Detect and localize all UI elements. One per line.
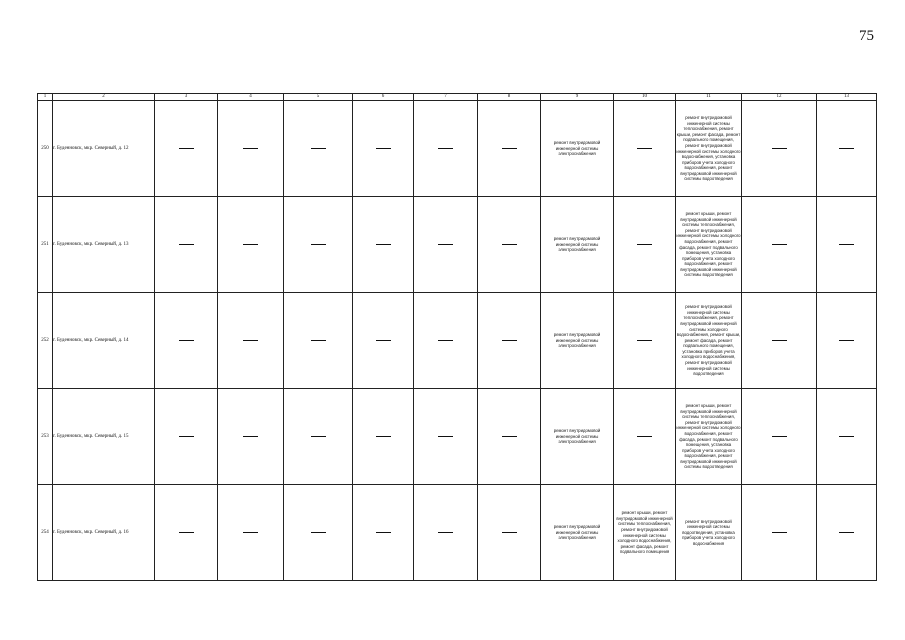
cell-col-12 [742, 197, 817, 293]
cell-col-5 [284, 101, 353, 197]
cell-col-6 [353, 197, 414, 293]
address-cell: г. Буденновск, мкр. Северный, д. 12 [53, 101, 155, 197]
table-row [38, 293, 877, 389]
cell-col-3 [155, 197, 218, 293]
dash-mark [772, 148, 787, 149]
dash-mark [502, 532, 517, 533]
column-header: 2 [53, 94, 155, 101]
column-header: 11 [676, 94, 742, 101]
column-header: 7 [414, 94, 478, 101]
cell-col-9: ремонт внутридомовой инженерной системы электроснабжения [541, 389, 614, 485]
dash-mark [243, 244, 258, 245]
cell-col-8 [478, 101, 541, 197]
dash-mark [502, 244, 517, 245]
column-header: 10 [614, 94, 676, 101]
cell-col-8 [478, 389, 541, 485]
cell-col-13 [817, 485, 877, 581]
address-cell: г. Буденновск, мкр. Северный, д. 13 [53, 197, 155, 293]
cell-col-7 [414, 389, 478, 485]
cell-col-4 [218, 485, 284, 581]
row-number: 253 [38, 389, 53, 485]
row-number: 251 [38, 197, 53, 293]
cell-col-12 [742, 101, 817, 197]
dash-mark [179, 436, 194, 437]
cell-col-5 [284, 485, 353, 581]
dash-mark [502, 340, 517, 341]
dash-mark [438, 148, 453, 149]
dash-mark [438, 340, 453, 341]
dash-mark [637, 148, 652, 149]
dash-mark [243, 148, 258, 149]
cell-col-10 [614, 101, 676, 197]
dash-mark [376, 436, 391, 437]
dash-mark [438, 532, 453, 533]
dash-mark [243, 436, 258, 437]
dash-mark [243, 340, 258, 341]
table-row [38, 389, 877, 485]
cell-col-10 [614, 197, 676, 293]
column-header: 9 [541, 94, 614, 101]
cell-col-8 [478, 293, 541, 389]
dash-mark [839, 436, 854, 437]
cell-col-4 [218, 101, 284, 197]
cell-col-8 [478, 485, 541, 581]
dash-mark [243, 532, 258, 533]
cell-col-5 [284, 293, 353, 389]
cell-col-9: ремонт внутридомовой инженерной системы электроснабжения [541, 101, 614, 197]
cell-col-6 [353, 389, 414, 485]
dash-mark [839, 532, 854, 533]
dash-mark [311, 532, 326, 533]
page-number: 75 [859, 28, 874, 44]
dash-mark [311, 148, 326, 149]
dash-mark [637, 436, 652, 437]
column-header: 3 [155, 94, 218, 101]
row-number: 250 [38, 101, 53, 197]
cell-col-10 [614, 293, 676, 389]
cell-col-9: ремонт внутридомовой инженерной системы электроснабжения [541, 293, 614, 389]
cell-col-6 [353, 101, 414, 197]
cell-col-10: ремонт крыши, ремонт внутридомовой инженерной системы теплоснабжения, ремонт внутридомовой инженерной системы холодного водоснабжения, ремонт фасада, ремонт подвального помещения [614, 485, 676, 581]
column-header: 12 [742, 94, 817, 101]
address-cell: г. Буденновск, мкр. Северный, д. 14 [53, 293, 155, 389]
cell-col-7 [414, 485, 478, 581]
cell-col-3 [155, 389, 218, 485]
cell-col-7 [414, 293, 478, 389]
dash-mark [438, 244, 453, 245]
cell-col-10 [614, 389, 676, 485]
column-header: 13 [817, 94, 877, 101]
cell-col-5 [284, 389, 353, 485]
cell-col-11: ремонт крыши, ремонт внутридомовой инженерной системы теплоснабжения, ремонт внутридомовой инженерной системы холодного водоснабжения, ремонт фасада, ремонт подвального помещения, установка приборов учета холодного водоснабжения, ремонт внутридомовой инженерной системы водоотведения [676, 197, 742, 293]
dash-mark [376, 532, 391, 533]
cell-col-13 [817, 101, 877, 197]
dash-mark [311, 436, 326, 437]
dash-mark [376, 340, 391, 341]
cell-col-11: ремонт крыши, ремонт внутридомовой инженерной системы теплоснабжения, ремонт внутридомовой инженерной системы холодного водоснабжения, ремонт фасада, ремонт подвального помещения, установка приборов учета холодного водоснабжения, ремонт внутридомовой инженерной системы водоотведения [676, 389, 742, 485]
cell-col-9: ремонт внутридомовой инженерной системы электроснабжения [541, 485, 614, 581]
cell-col-11: ремонт внутридомовой инженерной системы водоотведения, установка приборов учета холодного водоснабжения [676, 485, 742, 581]
row-number: 252 [38, 293, 53, 389]
cell-col-7 [414, 197, 478, 293]
address-cell: г. Буденновск, мкр. Северный, д. 16 [53, 485, 155, 581]
address-cell: г. Буденновск, мкр. Северный, д. 15 [53, 389, 155, 485]
dash-mark [311, 244, 326, 245]
dash-mark [772, 244, 787, 245]
cell-col-6 [353, 293, 414, 389]
cell-col-13 [817, 197, 877, 293]
dash-mark [502, 436, 517, 437]
cell-col-12 [742, 389, 817, 485]
cell-col-13 [817, 389, 877, 485]
cell-col-11: ремонт внутридомовой инженерной системы теплоснабжения, ремонт внутридомовой инженерной системы холодного водоснабжения, ремонт крыши, ремонт фасада, ремонт подвального помещения, установка приборов учета холодного водоснабжения, ремонт внутридомовой инженерной системы водоотведения [676, 293, 742, 389]
dash-mark [179, 148, 194, 149]
cell-col-8 [478, 197, 541, 293]
cell-col-9: ремонт внутридомовой инженерной системы электроснабжения [541, 197, 614, 293]
dash-mark [772, 532, 787, 533]
cell-col-6 [353, 485, 414, 581]
cell-col-3 [155, 293, 218, 389]
table-row [38, 197, 877, 293]
dash-mark [637, 244, 652, 245]
row-number: 254 [38, 485, 53, 581]
dash-mark [502, 148, 517, 149]
cell-col-12 [742, 293, 817, 389]
dash-mark [179, 532, 194, 533]
table-row [38, 101, 877, 197]
column-header: 4 [218, 94, 284, 101]
column-header: 5 [284, 94, 353, 101]
dash-mark [438, 436, 453, 437]
dash-mark [376, 244, 391, 245]
repair-schedule-table [37, 93, 877, 581]
cell-col-3 [155, 485, 218, 581]
dash-mark [772, 340, 787, 341]
dash-mark [637, 340, 652, 341]
cell-col-7 [414, 101, 478, 197]
cell-col-4 [218, 197, 284, 293]
cell-col-4 [218, 293, 284, 389]
dash-mark [772, 436, 787, 437]
dash-mark [311, 340, 326, 341]
cell-col-3 [155, 101, 218, 197]
table-row [38, 485, 877, 581]
column-header: 8 [478, 94, 541, 101]
cell-col-11: ремонт внутридомовой инженерной системы теплоснабжения, ремонт крыши, ремонт фасада, ремонт подвального помещения, ремонт внутридомовой инженерной системы холодного водоснабжения, установка приборов учета холодного водоснабжения, ремонт внутридомовой инженерной системы водоотведения [676, 101, 742, 197]
dash-mark [839, 244, 854, 245]
dash-mark [376, 148, 391, 149]
cell-col-5 [284, 197, 353, 293]
cell-col-12 [742, 485, 817, 581]
dash-mark [839, 340, 854, 341]
dash-mark [179, 340, 194, 341]
column-header: 6 [353, 94, 414, 101]
column-header: 1 [38, 94, 53, 101]
cell-col-13 [817, 293, 877, 389]
cell-col-4 [218, 389, 284, 485]
column-number-row [38, 94, 877, 101]
dash-mark [839, 148, 854, 149]
dash-mark [179, 244, 194, 245]
